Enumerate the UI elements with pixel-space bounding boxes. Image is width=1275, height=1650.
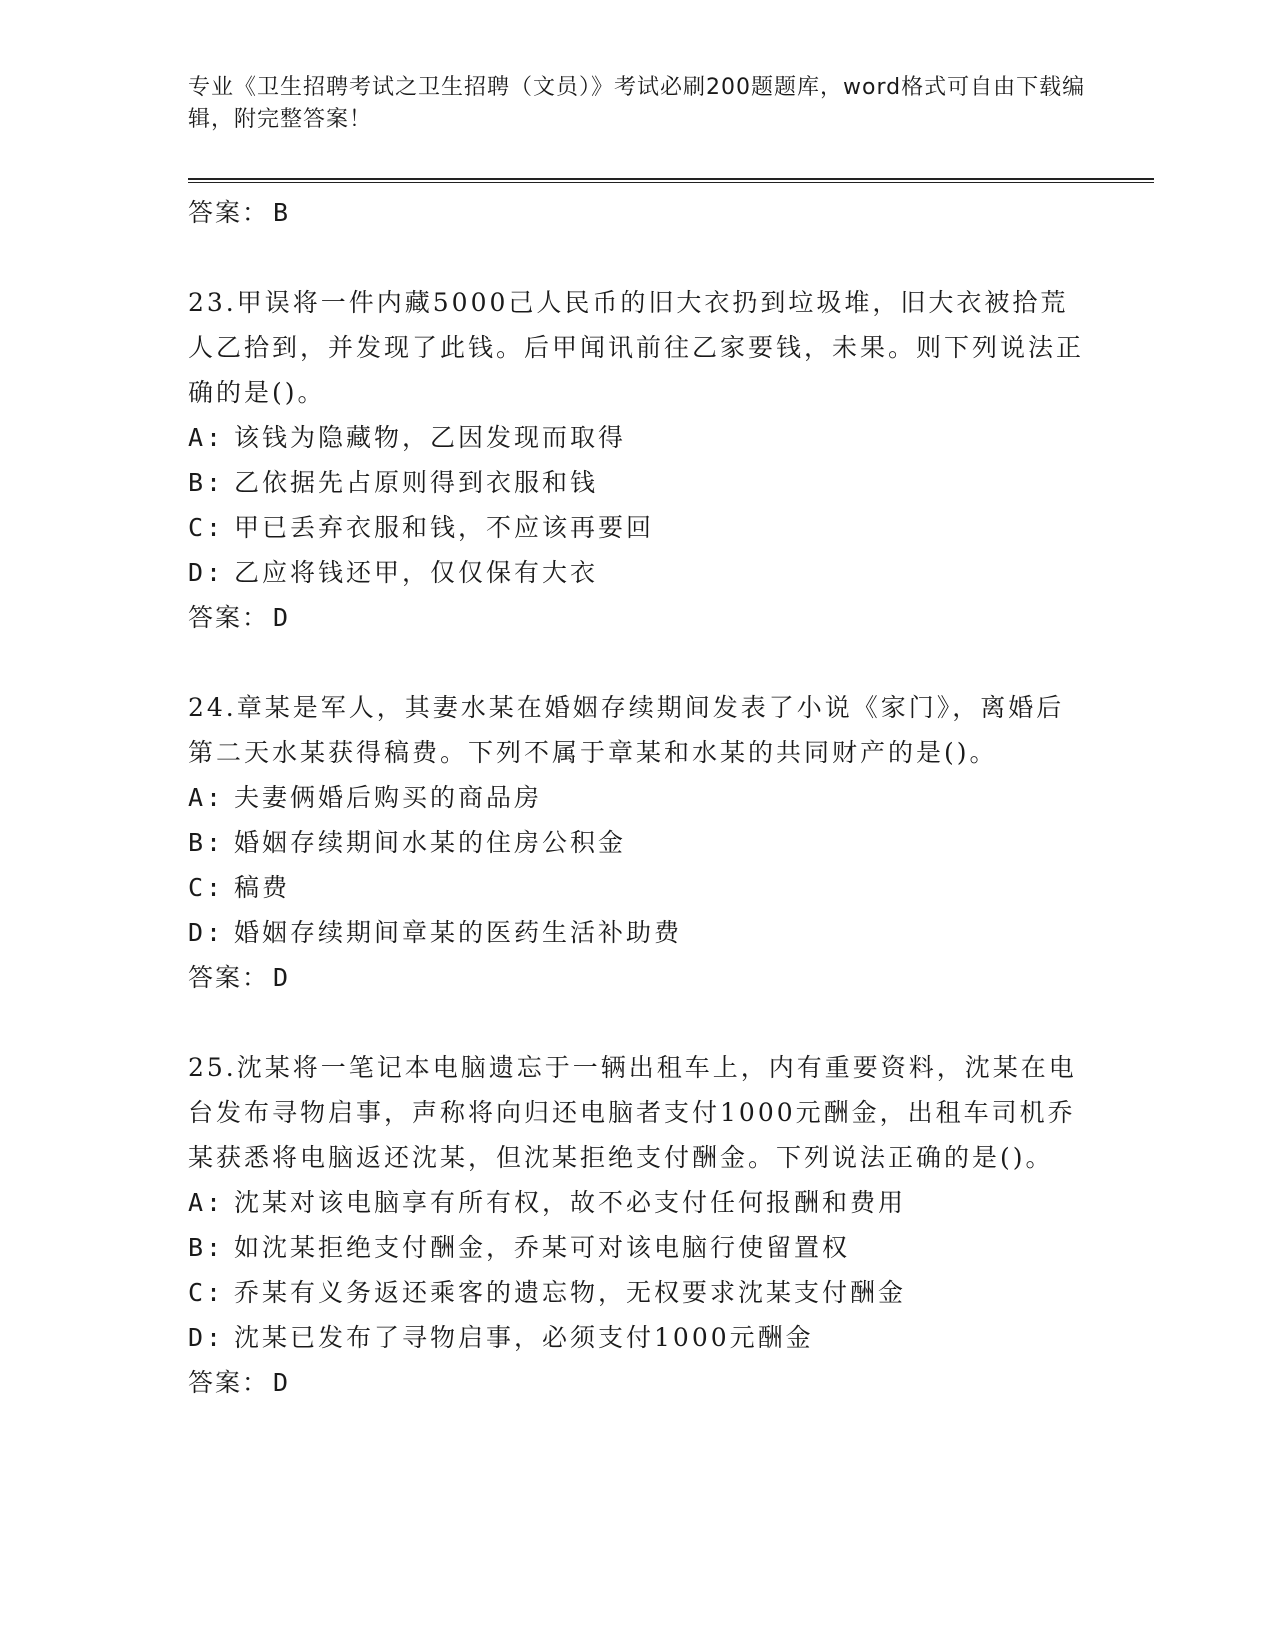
option-letter: D: bbox=[188, 558, 225, 587]
answer-line bbox=[188, 1360, 1088, 1406]
option-letter: B: bbox=[188, 468, 225, 497]
option-text: 婚姻存续期间章某的医药生活补助费 bbox=[234, 918, 683, 947]
option-a bbox=[188, 415, 1088, 460]
option-d bbox=[188, 550, 1088, 595]
option-text: 乙应将钱还甲，仅仅保有大衣 bbox=[234, 558, 599, 587]
option-c bbox=[188, 505, 1088, 550]
option-text: 稿费 bbox=[234, 873, 291, 902]
question-stem: 24.章某是军人，其妻水某在婚姻存续期间发表了小说《家门》，离婚后第二天水某获得稿费。下列不属于章某和水某的共同财产的是()。 bbox=[188, 693, 1065, 767]
answer-value: B bbox=[273, 198, 291, 227]
option-text: 该钱为隐藏物，乙因发现而取得 bbox=[234, 423, 627, 452]
option-c bbox=[188, 865, 1088, 910]
option-letter: D: bbox=[188, 1323, 225, 1352]
option-b bbox=[188, 820, 1088, 865]
answer-line bbox=[188, 595, 1088, 641]
answer-label: 答案： bbox=[188, 198, 270, 227]
option-letter: C: bbox=[188, 1278, 225, 1307]
page-header bbox=[188, 72, 1088, 136]
option-letter: A: bbox=[188, 423, 225, 452]
option-letter: A: bbox=[188, 783, 225, 812]
option-text: 如沈某拒绝支付酬金，乔某可对该电脑行使留置权 bbox=[234, 1233, 851, 1262]
answer-label: 答案： bbox=[188, 1368, 270, 1397]
option-text: 沈某已发布了寻物启事，必须支付1000元酬金 bbox=[234, 1323, 814, 1352]
answer-value: D bbox=[273, 1368, 291, 1397]
answer-line bbox=[188, 955, 1088, 1001]
option-text: 沈某对该电脑享有所有权，故不必支付任何报酬和费用 bbox=[234, 1188, 907, 1217]
option-b bbox=[188, 460, 1088, 505]
header-divider bbox=[188, 178, 1154, 183]
answer-value: D bbox=[273, 603, 291, 632]
answer-label: 答案： bbox=[188, 603, 270, 632]
option-letter: B: bbox=[188, 1233, 225, 1262]
question-23 bbox=[188, 280, 1088, 641]
option-text: 婚姻存续期间水某的住房公积金 bbox=[234, 828, 627, 857]
option-letter: B: bbox=[188, 828, 225, 857]
header-text: 专业《卫生招聘考试之卫生招聘（文员）》考试必刷200题题库，word格式可自由下载编辑，附完整答案！ bbox=[188, 75, 1086, 132]
option-text: 乙依据先占原则得到衣服和钱 bbox=[234, 468, 599, 497]
option-text: 夫妻俩婚后购买的商品房 bbox=[234, 783, 543, 812]
option-c bbox=[188, 1270, 1088, 1315]
option-d bbox=[188, 910, 1088, 955]
option-letter: C: bbox=[188, 873, 225, 902]
option-text: 乔某有义务返还乘客的遗忘物，无权要求沈某支付酬金 bbox=[234, 1278, 907, 1307]
question-24 bbox=[188, 685, 1088, 1001]
answer-label: 答案： bbox=[188, 963, 270, 992]
option-a bbox=[188, 1180, 1088, 1225]
option-letter: D: bbox=[188, 918, 225, 947]
option-a bbox=[188, 775, 1088, 820]
option-d bbox=[188, 1315, 1088, 1360]
option-letter: A: bbox=[188, 1188, 225, 1217]
question-25 bbox=[188, 1045, 1088, 1406]
document-body bbox=[188, 190, 1088, 1406]
option-text: 甲已丢弃衣服和钱，不应该再要回 bbox=[234, 513, 655, 542]
answer-value: D bbox=[273, 963, 291, 992]
answer-line bbox=[188, 190, 1088, 236]
option-b bbox=[188, 1225, 1088, 1270]
option-letter: C: bbox=[188, 513, 225, 542]
question-stem: 23.甲误将一件内藏5000己人民币的旧大衣扔到垃圾堆，旧大衣被拾荒人乙拾到，并发现了此钱。后甲闻讯前往乙家要钱，未果。则下列说法正确的是()。 bbox=[188, 288, 1085, 407]
question-stem: 25.沈某将一笔记本电脑遗忘于一辆出租车上，内有重要资料，沈某在电台发布寻物启事，声称将向归还电脑者支付1000元酬金，出租车司机乔某获悉将电脑返还沈某，但沈某拒绝支付酬金。下列说法正确的是()。 bbox=[188, 1053, 1077, 1172]
